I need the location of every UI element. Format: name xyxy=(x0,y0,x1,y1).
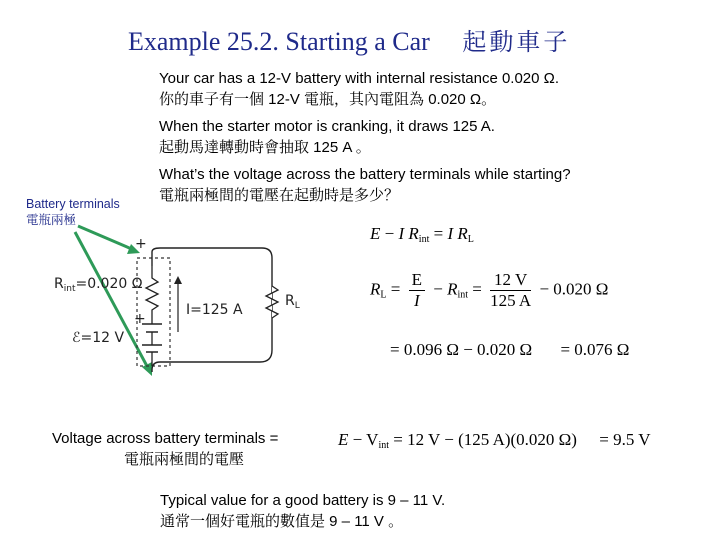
voltage-int-sub: int xyxy=(378,440,390,451)
eq1-current-2: I xyxy=(447,224,454,243)
eq2-frac2-den: 125 A xyxy=(490,291,532,310)
voltage-v: − V xyxy=(348,430,379,449)
eq1-emf: E xyxy=(370,224,381,243)
paragraph-1-zh: 你的車子有一個 12-V 電瓶，其內電阻為 0.020 Ω。 xyxy=(159,91,497,108)
battery-terminals-zh: 電瓶兩極 xyxy=(26,213,77,227)
eq2-fraction-2 xyxy=(490,270,531,311)
voltage-emf: E xyxy=(338,430,349,449)
equation-2 xyxy=(370,270,608,311)
eq2-frac1-den xyxy=(409,291,425,311)
rl-label xyxy=(285,293,300,311)
eq2-equals-2: = xyxy=(468,279,487,299)
voltage-label xyxy=(52,428,278,470)
rl-symbol: R xyxy=(285,293,295,309)
eq1-current: I xyxy=(398,224,405,243)
eq1-r: R xyxy=(408,224,419,243)
equation-1 xyxy=(370,224,474,245)
r-int-value: =0.020 Ω xyxy=(75,276,143,292)
eq1-equals: = xyxy=(429,224,448,243)
voltage-result: = 9.5 V xyxy=(599,430,651,449)
typical-value-en: Typical value for a good battery is 9 – 11 V. xyxy=(160,492,446,509)
eq3-text: = 0.096 Ω − 0.020 Ω xyxy=(390,340,533,359)
eq2-minus-2: − 0.020 Ω xyxy=(535,279,609,299)
arrow-to-bottom-terminal xyxy=(75,232,152,376)
emf-label: ℰ=12 V xyxy=(72,330,125,346)
plus-mid-label: + xyxy=(134,311,146,327)
eq2-equals: = xyxy=(386,279,405,299)
title-english: Example 25.2. Starting a Car xyxy=(128,27,430,56)
eq2-frac2-num: 12 V xyxy=(490,270,531,291)
paragraph-2-en: When the starter motor is cranking, it draws 125 A. xyxy=(159,118,495,135)
eq2-l-sub: L xyxy=(380,289,387,301)
eq2-frac1-den-text: I xyxy=(413,291,420,310)
voltage-label-en: Voltage across battery terminals = xyxy=(52,430,279,447)
r-int-subscript: int xyxy=(63,284,76,294)
typical-value-zh: 通常一個好電瓶的數值是 9 – 11 V 。 xyxy=(160,513,404,530)
typical-value xyxy=(160,490,445,532)
eq2-frac1-num: E xyxy=(409,270,425,291)
eq2-r: R xyxy=(370,279,381,299)
paragraph-1-en: Your car has a 12-V battery with internal resistance 0.020 Ω. xyxy=(159,70,560,87)
voltage-rest: = 12 V − (125 A)(0.020 Ω) xyxy=(389,430,577,449)
eq1-minus: − xyxy=(380,224,399,243)
internal-resistor xyxy=(146,266,158,318)
eq2-minus: − xyxy=(428,279,448,299)
eq3-result: = 0.076 Ω xyxy=(560,340,630,359)
current-label: I=125 A xyxy=(186,302,243,318)
eq1-r-2: R xyxy=(457,224,468,243)
equation-3 xyxy=(390,340,629,360)
paragraph-3-zh: 電瓶兩極間的電壓在起動時是多少？ xyxy=(159,187,400,204)
r-int-label xyxy=(54,276,142,294)
eq2-int-sub: int xyxy=(457,289,469,301)
paragraph-2-zh: 起動馬達轉動時會抽取 125 A 。 xyxy=(159,139,371,156)
load-resistor xyxy=(266,286,278,318)
eq1-int-sub: int xyxy=(418,234,430,245)
eq1-l-sub: L xyxy=(467,234,474,245)
paragraph-3-en: What’s the voltage across the battery terminals while starting? xyxy=(159,166,571,183)
voltage-label-zh: 電瓶兩極間的電壓 xyxy=(124,451,245,468)
voltage-equation xyxy=(338,430,651,451)
r-int-symbol: R xyxy=(54,276,64,292)
plus-top-label: + xyxy=(135,236,147,252)
eq2-r-2: R xyxy=(447,279,458,299)
rl-subscript: L xyxy=(294,301,300,311)
eq2-fraction-1 xyxy=(409,270,425,311)
title-chinese: 起動車子 xyxy=(462,28,571,56)
battery-terminals-en: Battery terminals xyxy=(26,197,120,211)
arrow-to-top-terminal xyxy=(78,226,140,254)
